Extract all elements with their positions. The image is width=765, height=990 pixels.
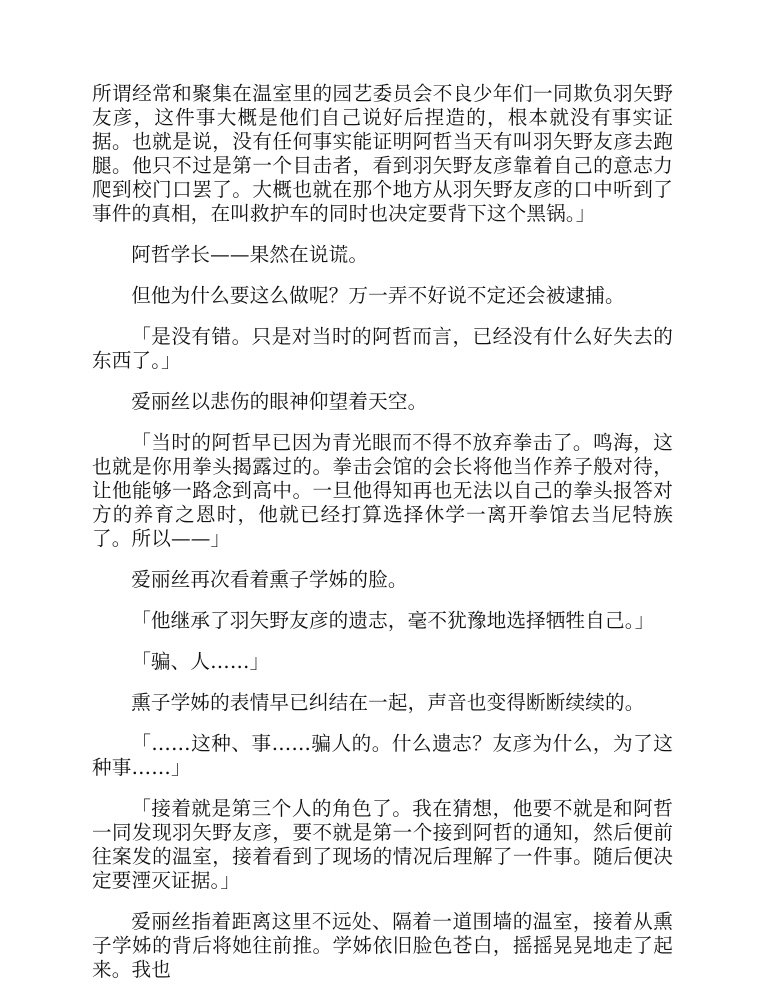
paragraph-8: 「他继承了羽矢野友彦的遗志，毫不犹豫地选择牺牲自己。」 (131, 609, 655, 632)
paragraph-3: 但他为什么要这么做呢？万一弄不好说不定还会被逮捕。 (131, 284, 625, 307)
paragraph-9: 「骗、人……」 (131, 650, 270, 673)
paragraph-2: 阿哲学长——果然在说谎。 (131, 243, 369, 266)
paragraph-5: 爱丽丝以悲伤的眼神仰望着天空。 (131, 390, 428, 413)
paragraph-1: 所谓经常和聚集在温室里的园艺委员会不良少年们一同欺负羽矢野友彦，这件事大概是他们自己说好后捏造的，根本就没有事实证据。也就是说，没有任何事实能证明阿哲当天有叫羽矢野友彦去跑腿。他只不过是第一个目击者，看到羽矢野友彦靠着自己的意志力爬到校门口罢了。大概也就在那个地方从羽矢野友彦的口中听到了事件的真相，在叫救护车的同时也决定要背下这个黑锅。」 (92, 82, 673, 225)
paragraph-11: 「……这种、事……骗人的。什么遗志？友彦为什么，为了这种事……」 (92, 732, 673, 779)
paragraph-13: 爱丽丝指着距离这里不远处、隔着一道围墙的温室，接着从熏子学姊的背后将她往前推。学姊依旧脸色苍白，摇摇晃晃地走了起来。我也 (92, 910, 673, 981)
paragraph-12: 「接着就是第三个人的角色了。我在猜想，他要不就是和阿哲一同发现羽矢野友彦，要不就是第一个接到阿哲的通知，然后便前往案发的温室，接着看到了现场的情况后理解了一件事。随后便决定要湮灭证据。」 (92, 797, 673, 892)
paragraph-6: 「当时的阿哲早已因为青光眼而不得不放弃拳击了。鸣海，这也就是你用拳头揭露过的。拳击会馆的会长将他当作养子般对待，让他能够一路念到高中。一旦他得知再也无法以自己的拳头报答对方的养育之恩时，他就已经打算选择休学一离开拳馆去当尼特族了。所以——」 (92, 431, 673, 550)
paragraph-7: 爱丽丝再次看着熏子学姊的脸。 (131, 568, 408, 591)
paragraph-4: 「是没有错。只是对当时的阿哲而言，已经没有什么好失去的东西了。」 (92, 325, 673, 372)
paragraph-10: 熏子学姊的表情早已纠结在一起，声音也变得断断续续的。 (131, 691, 645, 714)
